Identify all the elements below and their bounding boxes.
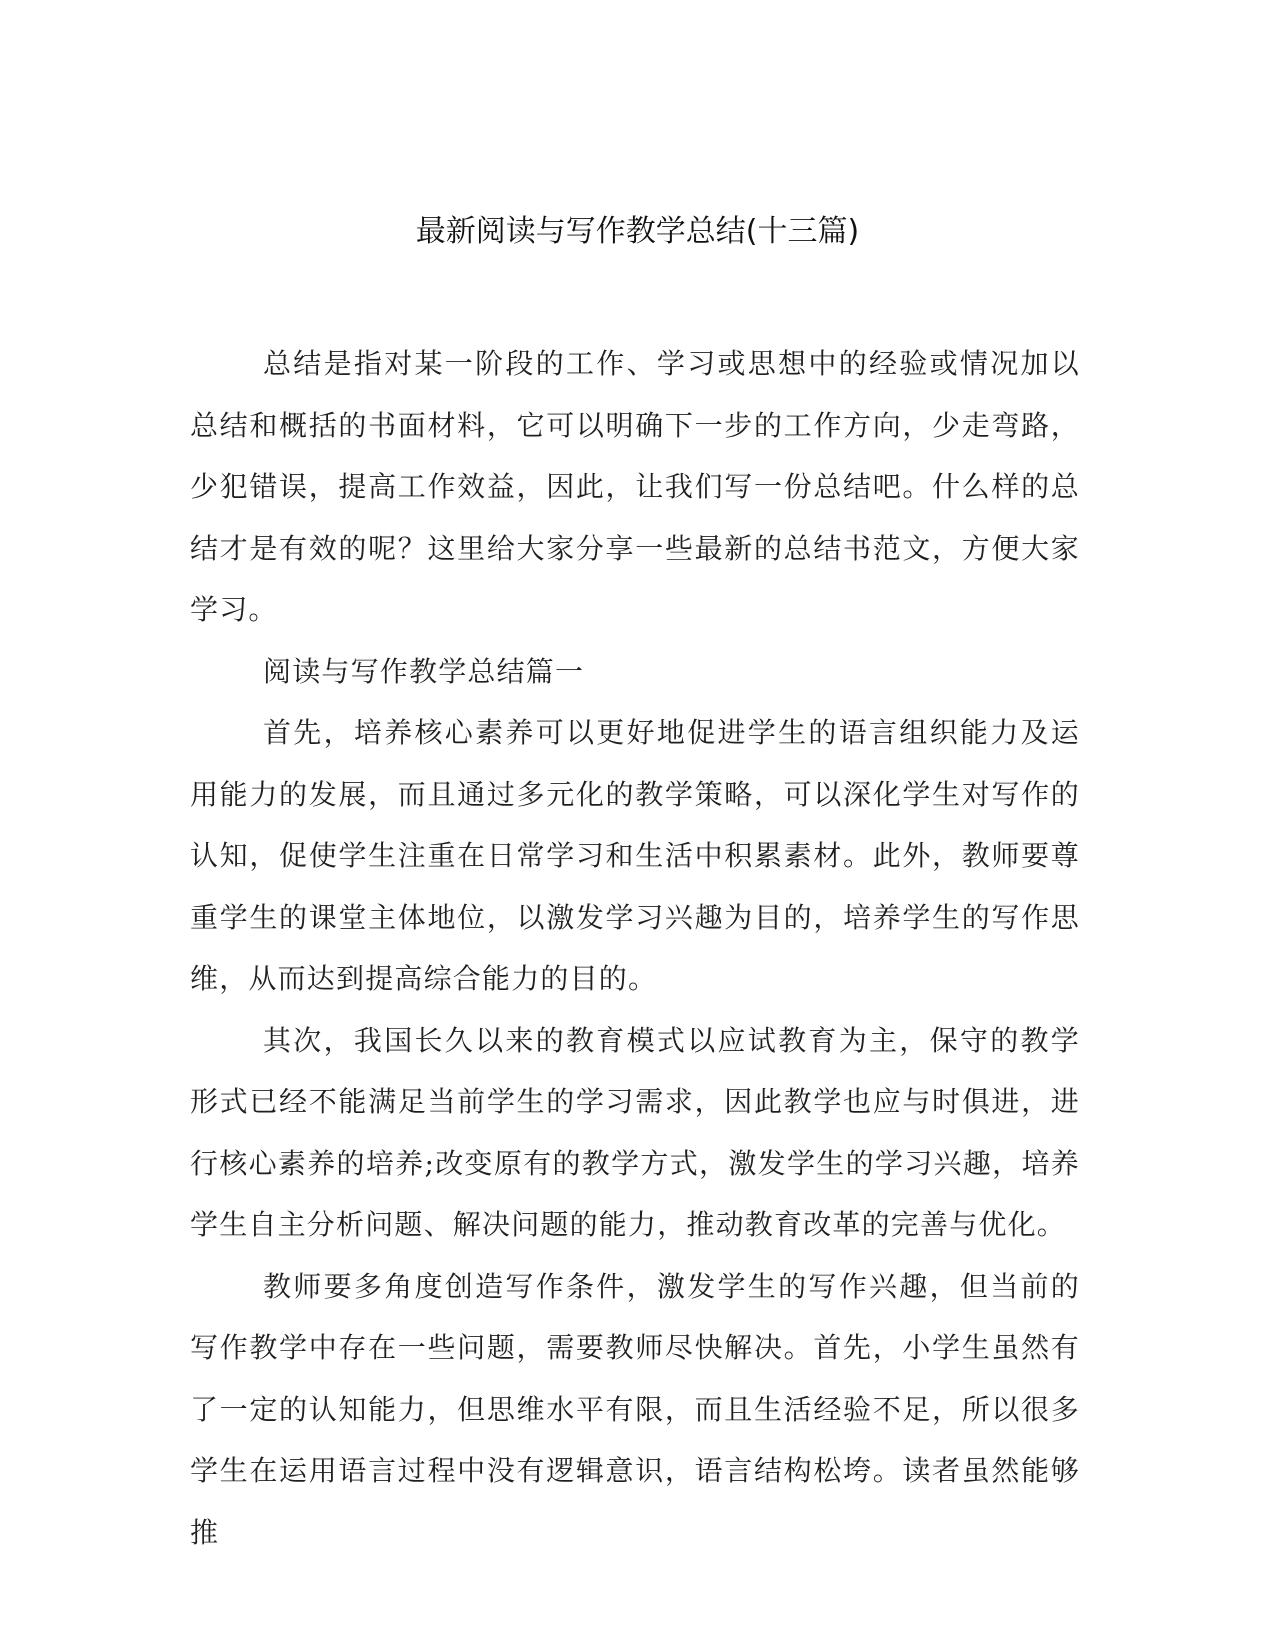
- document-body: [190, 333, 1080, 1563]
- paragraph-intro: 总结是指对某一阶段的工作、学习或思想中的经验或情况加以总结和概括的书面材料，它可以明确下一步的工作方向，少走弯路，少犯错误，提高工作效益，因此，让我们写一份总结吧。什么样的总结才是有效的呢？这里给大家分享一些最新的总结书范文，方便大家学习。: [190, 347, 1080, 626]
- paragraph: 其次，我国长久以来的教育模式以应试教育为主，保守的教学形式已经不能满足当前学生的学习需求，因此教学也应与时俱进，进行核心素养的培养;改变原有的教学方式，激发学生的学习兴趣，培养学生自主分析问题、解决问题的能力，推动教育改革的完善与优化。: [190, 1023, 1080, 1241]
- document-title: 最新阅读与写作教学总结(十三篇): [415, 214, 860, 249]
- paragraph: 首先，培养核心素养可以更好地促进学生的语言组织能力及运用能力的发展，而且通过多元化的教学策略，可以深化学生对写作的认知，促使学生注重在日常学习和生活中积累素材。此外，教师要尊重学生的课堂主体地位，以激发学习兴趣为目的，培养学生的写作思维，从而达到提高综合能力的目的。: [190, 716, 1080, 995]
- section-heading: 阅读与写作教学总结篇一: [263, 654, 585, 688]
- paragraph: 教师要多角度创造写作条件，激发学生的写作兴趣，但当前的写作教学中存在一些问题，需要教师尽快解决。首先，小学生虽然有了一定的认知能力，但思维水平有限，而且生活经验不足，所以很多学生在运用语言过程中没有逻辑意识，语言结构松垮。读者虽然能够推: [190, 1269, 1080, 1549]
